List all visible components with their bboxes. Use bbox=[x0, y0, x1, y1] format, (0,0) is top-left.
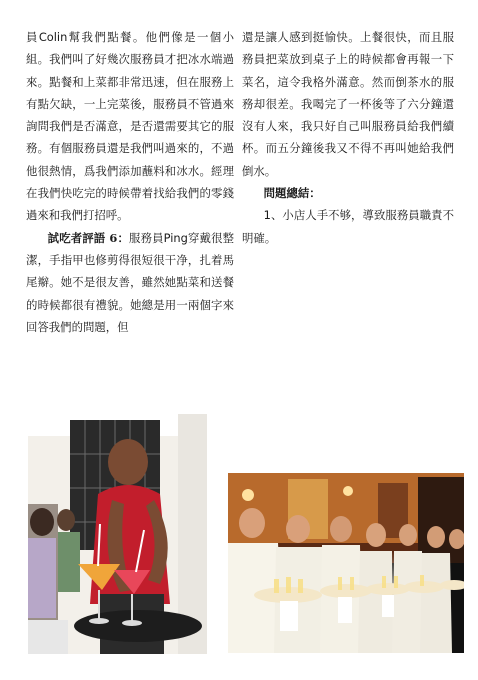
waiter-serving-photo bbox=[28, 414, 207, 654]
summary-heading: 問題總結： bbox=[263, 186, 321, 201]
waiters-lineup-photo bbox=[228, 473, 464, 653]
review-6-heading: 試吃者評語 6： bbox=[47, 230, 130, 245]
right-column bbox=[242, 26, 454, 249]
left-paragraph-2 bbox=[26, 227, 234, 338]
left-paragraph-1: 員Colin幫我們點餐。他們像是一個小組。我們叫了好幾次服務員才把冰水端過來。點餐和上菜都非常迅速，但在服務上有點欠缺，一上完菜後，服務員不管過來詢問我們是否滿意，是否還需要其它的服務。有個服務員還是我們叫過來的，不過他很熱情，爲我們添加蘸料和冰水。經理在我們快吃完的時候帶着找給我們的零錢過來和我們打招呼。 bbox=[26, 30, 234, 223]
summary-item-1: 1、小店人手不够，導致服務員職責不明確。 bbox=[242, 208, 454, 245]
right-paragraph-1: 還是讓人感到挺愉快。上餐很快，而且服務員把菜放到桌子上的時候都會再報一下菜名，這令我格外滿意。然而倒茶水的服務却很差。我喝完了一杯後等了六分鐘還沒有人來，我只好自己叫服務員給我們續杯。而五分鐘後我又不得不再叫她給我們倒水。 bbox=[242, 30, 454, 178]
review-6-text: 服務員Ping穿戴很整潔，手指甲也修剪得很短很干净，扎着馬尾辮。她不是很友善，雖然她點菜和送餐的時候都很有禮貌。她總是用一兩個字來回答我們的問題，但 bbox=[26, 230, 234, 334]
left-column bbox=[26, 26, 234, 338]
